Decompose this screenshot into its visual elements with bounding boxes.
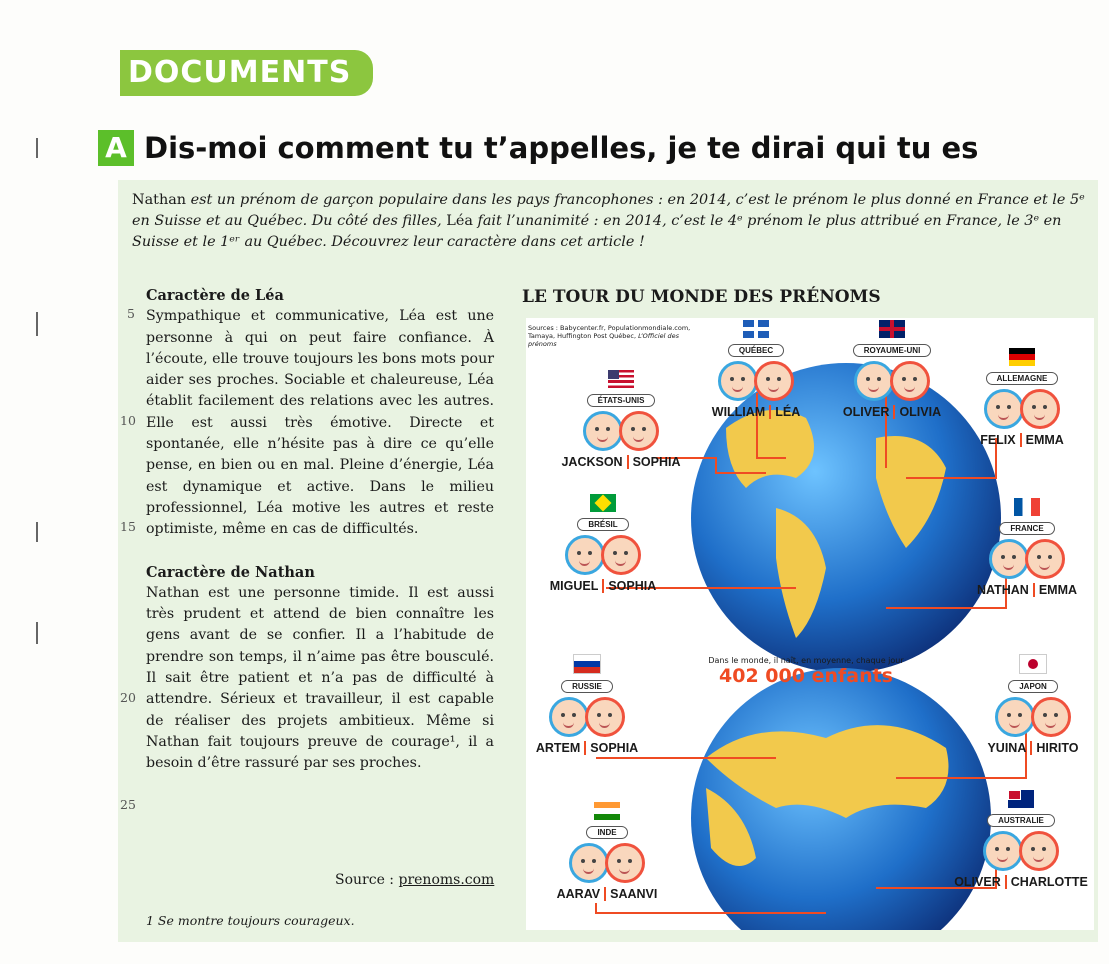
nathan-paragraph: Nathan est une personne timide. Il est aussi très prudent et attend de bien connaître les gens avant de se confier. Il a l’habitude de prendre son temps, il n’aime pas être bousculé. Il sait être patient et n’a pas de difficulté à attendre. Sérieux et travailleur, il est capable de réaliser des projets ambitieux. Même si Nathan fait toujours preuve de courage¹, il a besoin d’être rassuré par ses proches. xyxy=(146,584,494,772)
infographic-title: LE TOUR DU MONDE DES PRÉNOMS xyxy=(522,287,881,307)
line-number: 25 xyxy=(120,797,136,812)
intro-paragraph xyxy=(132,190,1092,253)
margin-mark xyxy=(36,622,38,644)
lea-heading: Caractère de Léa xyxy=(146,287,284,304)
country-allemagne: ALLEMAGNE FELIX EMMA xyxy=(972,348,1072,447)
quebec-flag-icon xyxy=(743,320,769,338)
girl-face-icon xyxy=(754,361,794,401)
brazil-flag-icon xyxy=(590,494,616,512)
intro-text-1: est un prénom de garçon populaire dans les pays francophones : en 2014, c’est le prénom le plus donné en France et le 5ᵉ en Suisse et au Québec. Du côté des filles, xyxy=(132,192,1085,229)
line-number: 10 xyxy=(120,413,136,428)
intro-text-2: fait l’unanimité : en 2014, c’est le 4ᵉ prénom le plus attribué en France, le 3ᵉ en Suisse et le 1ᵉʳ au Québec. Découvrez leur caractère dans cet article ! xyxy=(132,213,1062,250)
margin-mark xyxy=(36,522,38,542)
lea-paragraph: Sympathique et communicative, Léa est une personne à qui on peut faire confiance. À l’écoute, elle trouve toujours les bons mots pour aider ses proches. Sociable et chaleureuse, Léa établit facilement des relations avec les autres. Elle est aussi très émotive. Directe et spontanée, elle n’hésite pas à dire ce qu’elle pense, en bien ou en mal. Pleine d’énergie, Léa est dynamique et active. Dans le milieu professionnel, Léa motive les autres et reste optimiste, même en cas de difficultés. xyxy=(146,308,494,538)
source-label: Source : xyxy=(335,872,399,888)
boy-face-icon xyxy=(549,697,589,737)
stat-line: Dans le monde, il naît, en moyenne, chaque jour xyxy=(708,656,904,665)
margin-mark xyxy=(36,138,38,158)
boy-face-icon xyxy=(989,539,1029,579)
nathan-heading: Caractère de Nathan xyxy=(146,563,315,581)
line-number: 20 xyxy=(120,690,136,705)
country-quebec: QUÉBEC WILLIAM LÉA xyxy=(706,320,806,419)
boy-face-icon xyxy=(995,697,1035,737)
line-number: 5 xyxy=(127,306,135,321)
article-source xyxy=(335,872,494,888)
country-japon: JAPON YUINA HIRITO xyxy=(978,654,1088,755)
intro-name-lea: Léa xyxy=(446,213,473,229)
document-heading xyxy=(98,130,978,166)
boy-face-icon xyxy=(718,361,758,401)
intro-name-nathan: Nathan xyxy=(132,192,187,208)
line-number: 15 xyxy=(120,519,136,534)
girl-face-icon xyxy=(1025,539,1065,579)
boy-face-icon xyxy=(583,411,623,451)
boy-face-icon xyxy=(984,389,1024,429)
boy-face-icon xyxy=(983,831,1023,871)
birth-stat xyxy=(706,656,906,687)
australia-flag-icon xyxy=(1008,790,1034,808)
country-australie: AUSTRALIE OLIVER CHARLOTTE xyxy=(956,790,1086,889)
boy-face-icon xyxy=(565,535,605,575)
country-inde: INDE AARAV SAANVI xyxy=(552,802,662,901)
margin-mark xyxy=(36,312,38,336)
india-flag-icon xyxy=(594,802,620,820)
girl-face-icon xyxy=(890,361,930,401)
section-tab: DOCUMENTS xyxy=(120,50,373,96)
uk-flag-icon xyxy=(879,320,905,338)
country-bresil: BRÉSIL MIGUEL SOPHIA xyxy=(548,494,658,593)
country-france: FRANCE NATHAN EMMA xyxy=(972,498,1082,597)
country-russie: RUSSIE ARTEM SOPHIA xyxy=(532,654,642,755)
girl-face-icon xyxy=(619,411,659,451)
country-royaume-uni: ROYAUME-UNI OLIVER OLIVIA xyxy=(842,320,942,419)
girl-face-icon xyxy=(1020,389,1060,429)
heading-letter-badge: A xyxy=(98,130,134,166)
stat-value: 402 000 enfants xyxy=(719,665,893,687)
source-link[interactable]: prenoms.com xyxy=(398,872,495,888)
russia-flag-icon xyxy=(573,654,601,674)
france-flag-icon xyxy=(1014,498,1040,516)
footnote-number: 1 xyxy=(146,913,154,928)
girl-face-icon xyxy=(601,535,641,575)
infographic-sources: Sources : Babycenter.fr, Populationmondiale.com, Tamaya, Huffington Post Québec, L’Officiel des prénoms xyxy=(528,324,691,348)
girl-face-icon xyxy=(605,843,645,883)
article-column xyxy=(146,285,494,775)
girl-face-icon xyxy=(1019,831,1059,871)
usa-flag-icon xyxy=(608,370,634,388)
footnote xyxy=(146,913,355,928)
infographic xyxy=(526,318,1094,930)
footnote-text: Se montre toujours courageux. xyxy=(153,913,355,928)
boy-face-icon xyxy=(569,843,609,883)
japan-flag-icon xyxy=(1019,654,1047,674)
germany-flag-icon xyxy=(1009,348,1035,366)
country-etats-unis: ÉTATS-UNIS JACKSON SOPHIA xyxy=(566,370,676,469)
girl-face-icon xyxy=(585,697,625,737)
boy-face-icon xyxy=(854,361,894,401)
heading-title: Dis-moi comment tu t’appelles, je te dirai qui tu es xyxy=(144,131,979,165)
girl-face-icon xyxy=(1031,697,1071,737)
